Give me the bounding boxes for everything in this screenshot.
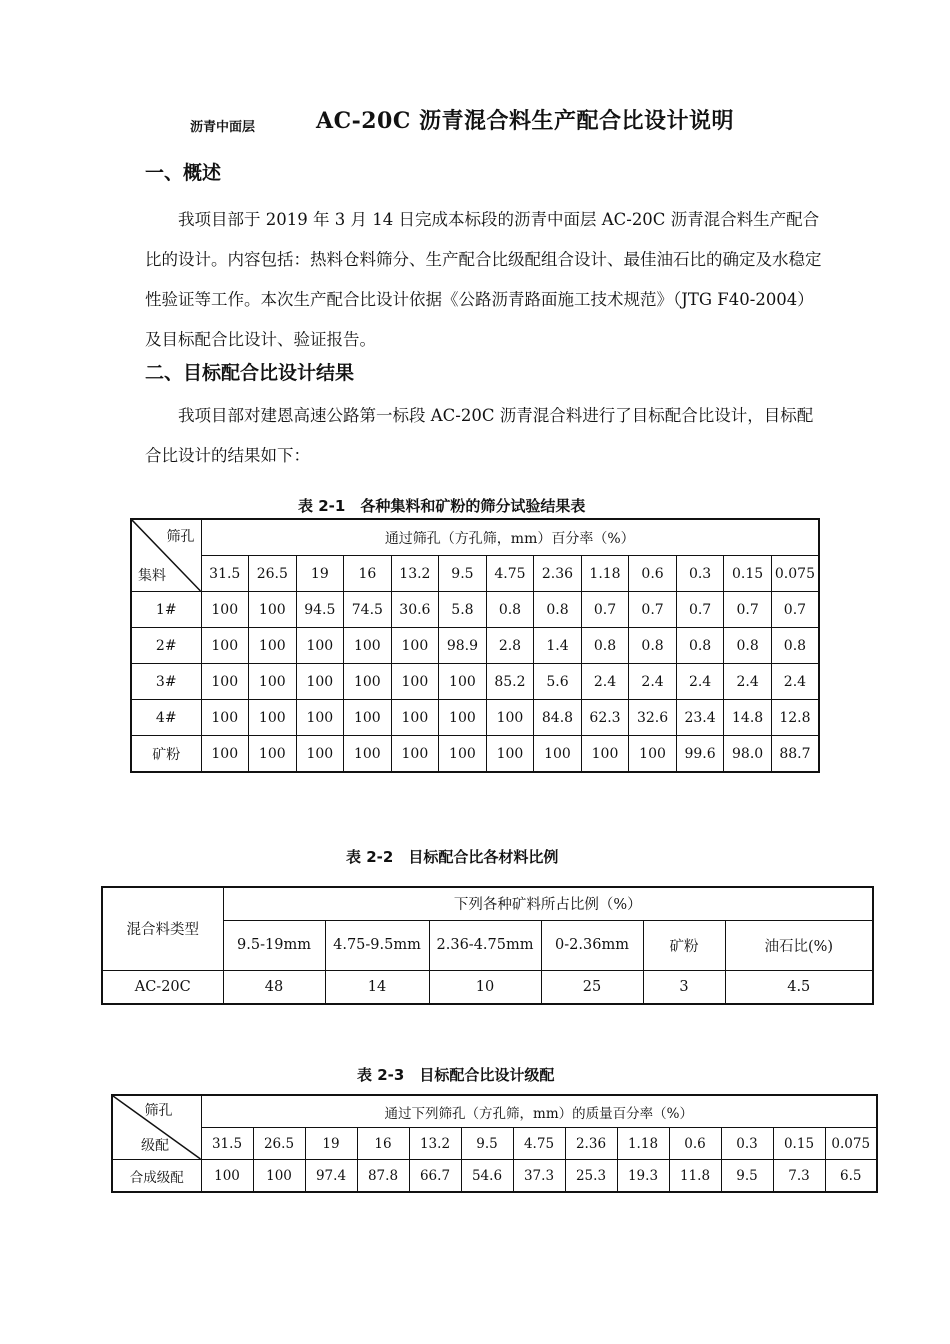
passing-percent-cell: 0.8 — [486, 592, 534, 628]
table3-corner-sieve: 筛孔 — [144, 1103, 173, 1119]
table3-sieve-header: 26.5 — [253, 1128, 305, 1160]
aggregate-name-cell: 2# — [131, 628, 201, 664]
table1-corner-cell — [131, 519, 201, 592]
document-title: AC-20C 沥青混合料生产配合比设计说明 — [316, 108, 734, 134]
material-column-header: 油石比(%) — [725, 920, 873, 970]
gradation-value-cell: 87.8 — [357, 1160, 409, 1193]
passing-percent-cell: 12.8 — [771, 700, 819, 736]
passing-percent-cell: 100 — [201, 664, 249, 700]
passing-percent-cell: 100 — [296, 628, 344, 664]
gradation-value-cell: 19.3 — [617, 1160, 669, 1193]
table1-group-header: 通过筛孔（方孔筛，mm）百分率（%） — [201, 519, 819, 556]
aggregate-name-cell: 4# — [131, 700, 201, 736]
aggregate-name-cell: 矿粉 — [131, 736, 201, 773]
table1-sieve-header: 0.3 — [676, 556, 724, 592]
passing-percent-cell: 100 — [439, 664, 487, 700]
passing-percent-cell: 30.6 — [391, 592, 439, 628]
passing-percent-cell: 5.8 — [439, 592, 487, 628]
passing-percent-cell: 84.8 — [534, 700, 582, 736]
passing-percent-cell: 32.6 — [629, 700, 677, 736]
passing-percent-cell: 2.4 — [629, 664, 677, 700]
sieve-analysis-table — [130, 518, 820, 773]
passing-percent-cell: 0.8 — [771, 628, 819, 664]
passing-percent-cell: 0.7 — [676, 592, 724, 628]
gradation-value-cell: 97.4 — [305, 1160, 357, 1193]
table1-sieve-header: 1.18 — [581, 556, 629, 592]
table3-sieve-header: 0.15 — [773, 1128, 825, 1160]
table3-corner-cell — [112, 1095, 201, 1160]
passing-percent-cell: 1.4 — [534, 628, 582, 664]
table3-sieve-header: 2.36 — [565, 1128, 617, 1160]
passing-percent-cell: 85.2 — [486, 664, 534, 700]
passing-percent-cell: 2.4 — [676, 664, 724, 700]
table-row — [131, 592, 819, 628]
passing-percent-cell: 100 — [344, 736, 392, 773]
table3-sieve-header: 13.2 — [409, 1128, 461, 1160]
table1-sieve-header: 4.75 — [486, 556, 534, 592]
passing-percent-cell: 100 — [391, 736, 439, 773]
passing-percent-cell: 100 — [534, 736, 582, 773]
passing-percent-cell: 100 — [201, 700, 249, 736]
table3-group-header: 通过下列筛孔（方孔筛，mm）的质量百分率（%） — [201, 1095, 877, 1128]
table1-sieve-header: 19 — [296, 556, 344, 592]
passing-percent-cell: 100 — [201, 628, 249, 664]
table3-sieve-header: 31.5 — [201, 1128, 253, 1160]
table3-sieve-header: 1.18 — [617, 1128, 669, 1160]
table1-sieve-header: 0.15 — [724, 556, 772, 592]
section-heading-target-results: 二、目标配合比设计结果 — [145, 362, 355, 384]
table3-sieve-header: 0.3 — [721, 1128, 773, 1160]
document-title-row — [190, 104, 830, 138]
table1-sieve-header: 0.6 — [629, 556, 677, 592]
passing-percent-cell: 100 — [581, 736, 629, 773]
table1-sieve-header: 13.2 — [391, 556, 439, 592]
title-prefix: 沥青中面层 — [190, 120, 256, 135]
aggregate-name-cell: 1# — [131, 592, 201, 628]
passing-percent-cell: 100 — [486, 700, 534, 736]
passing-percent-cell: 94.5 — [296, 592, 344, 628]
table1-sieve-header: 31.5 — [201, 556, 249, 592]
passing-percent-cell: 100 — [249, 664, 297, 700]
table3-sieve-header: 9.5 — [461, 1128, 513, 1160]
material-column-header: 0-2.36mm — [541, 920, 643, 970]
passing-percent-cell: 0.7 — [771, 592, 819, 628]
material-ratio-table — [101, 886, 874, 1005]
passing-percent-cell: 100 — [391, 664, 439, 700]
passing-percent-cell: 5.6 — [534, 664, 582, 700]
gradation-value-cell: 37.3 — [513, 1160, 565, 1193]
table1-sieve-header: 2.36 — [534, 556, 582, 592]
mix-type-header: 混合料类型 — [102, 887, 223, 970]
table1-caption: 表 2-1 各种集料和矿粉的筛分试验结果表 — [298, 497, 586, 515]
ratio-cell: 10 — [429, 970, 541, 1004]
passing-percent-cell: 0.7 — [581, 592, 629, 628]
design-gradation-table — [111, 1094, 878, 1193]
passing-percent-cell: 100 — [296, 736, 344, 773]
passing-percent-cell: 0.8 — [629, 628, 677, 664]
table2-caption: 表 2-2 目标配合比各材料比例 — [346, 848, 559, 866]
ratio-cell: 3 — [643, 970, 725, 1004]
table1-sieve-header: 16 — [344, 556, 392, 592]
mix-type-cell: AC-20C — [102, 970, 223, 1004]
table1-sieve-header: 0.075 — [771, 556, 819, 592]
passing-percent-cell: 100 — [391, 628, 439, 664]
gradation-value-cell: 100 — [253, 1160, 305, 1193]
material-column-header: 9.5-19mm — [223, 920, 325, 970]
passing-percent-cell: 100 — [296, 664, 344, 700]
table-row — [102, 970, 873, 1004]
passing-percent-cell: 98.9 — [439, 628, 487, 664]
material-column-header: 2.36-4.75mm — [429, 920, 541, 970]
ratio-cell: 48 — [223, 970, 325, 1004]
table3-sieve-header: 4.75 — [513, 1128, 565, 1160]
aggregate-name-cell: 3# — [131, 664, 201, 700]
target-results-paragraph: 我项目部对建恩高速公路第一标段 AC-20C 沥青混合料进行了目标配合比设计，目标配合比设计的结果如下： — [145, 406, 814, 465]
passing-percent-cell: 100 — [296, 700, 344, 736]
table1-corner-aggregate: 集料 — [138, 568, 166, 584]
passing-percent-cell: 100 — [486, 736, 534, 773]
table-row — [131, 736, 819, 773]
passing-percent-cell: 14.8 — [724, 700, 772, 736]
passing-percent-cell: 99.6 — [676, 736, 724, 773]
passing-percent-cell: 62.3 — [581, 700, 629, 736]
table3-sieve-header: 0.6 — [669, 1128, 721, 1160]
passing-percent-cell: 100 — [249, 628, 297, 664]
table3-sieve-header: 16 — [357, 1128, 409, 1160]
passing-percent-cell: 2.8 — [486, 628, 534, 664]
gradation-name-cell: 合成级配 — [112, 1160, 201, 1193]
passing-percent-cell: 100 — [344, 664, 392, 700]
passing-percent-cell: 0.8 — [676, 628, 724, 664]
passing-percent-cell: 0.7 — [724, 592, 772, 628]
gradation-value-cell: 6.5 — [825, 1160, 877, 1193]
table-row — [131, 628, 819, 664]
passing-percent-cell: 98.0 — [724, 736, 772, 773]
passing-percent-cell: 100 — [249, 592, 297, 628]
material-column-header: 4.75-9.5mm — [325, 920, 429, 970]
gradation-value-cell: 25.3 — [565, 1160, 617, 1193]
passing-percent-cell: 0.8 — [534, 592, 582, 628]
passing-percent-cell: 74.5 — [344, 592, 392, 628]
passing-percent-cell: 2.4 — [581, 664, 629, 700]
section-heading-overview: 一、概述 — [145, 162, 222, 184]
gradation-value-cell: 66.7 — [409, 1160, 461, 1193]
table3-sieve-header: 0.075 — [825, 1128, 877, 1160]
passing-percent-cell: 100 — [439, 736, 487, 773]
table2-group-header: 下列各种矿料所占比例（%） — [223, 887, 873, 920]
passing-percent-cell: 100 — [344, 628, 392, 664]
gradation-value-cell: 11.8 — [669, 1160, 721, 1193]
passing-percent-cell: 100 — [201, 592, 249, 628]
ratio-cell: 14 — [325, 970, 429, 1004]
gradation-value-cell: 100 — [201, 1160, 253, 1193]
passing-percent-cell: 2.4 — [724, 664, 772, 700]
gradation-value-cell: 54.6 — [461, 1160, 513, 1193]
passing-percent-cell: 0.8 — [581, 628, 629, 664]
passing-percent-cell: 23.4 — [676, 700, 724, 736]
table1-sieve-header: 26.5 — [249, 556, 297, 592]
passing-percent-cell: 100 — [249, 736, 297, 773]
passing-percent-cell: 0.8 — [724, 628, 772, 664]
passing-percent-cell: 2.4 — [771, 664, 819, 700]
ratio-cell: 4.5 — [725, 970, 873, 1004]
passing-percent-cell: 100 — [344, 700, 392, 736]
material-column-header: 矿粉 — [643, 920, 725, 970]
overview-paragraph: 我项目部于 2019 年 3 月 14 日完成本标段的沥青中面层 AC-20C 沥青混合料生产配合比的设计。内容包括：热料仓料筛分、生产配合比级配组合设计、最佳油石比的确定及水稳定性验证等工作。本次生产配合比设计依据《公路沥青路面施工技术规范》（JTG F40-2004）及目标配合比设计、验证报告。 — [145, 210, 822, 349]
table-row — [131, 664, 819, 700]
table1-sieve-header: 9.5 — [439, 556, 487, 592]
passing-percent-cell: 100 — [439, 700, 487, 736]
passing-percent-cell: 0.7 — [629, 592, 677, 628]
passing-percent-cell: 88.7 — [771, 736, 819, 773]
passing-percent-cell: 100 — [201, 736, 249, 773]
table3-corner-gradation: 级配 — [141, 1138, 169, 1154]
table1-corner-sieve: 筛孔 — [166, 529, 195, 545]
table3-caption: 表 2-3 目标配合比设计级配 — [357, 1066, 555, 1084]
table-row — [131, 700, 819, 736]
passing-percent-cell: 100 — [249, 700, 297, 736]
table-row — [112, 1160, 877, 1193]
passing-percent-cell: 100 — [391, 700, 439, 736]
ratio-cell: 25 — [541, 970, 643, 1004]
passing-percent-cell: 100 — [629, 736, 677, 773]
gradation-value-cell: 7.3 — [773, 1160, 825, 1193]
gradation-value-cell: 9.5 — [721, 1160, 773, 1193]
table3-sieve-header: 19 — [305, 1128, 357, 1160]
